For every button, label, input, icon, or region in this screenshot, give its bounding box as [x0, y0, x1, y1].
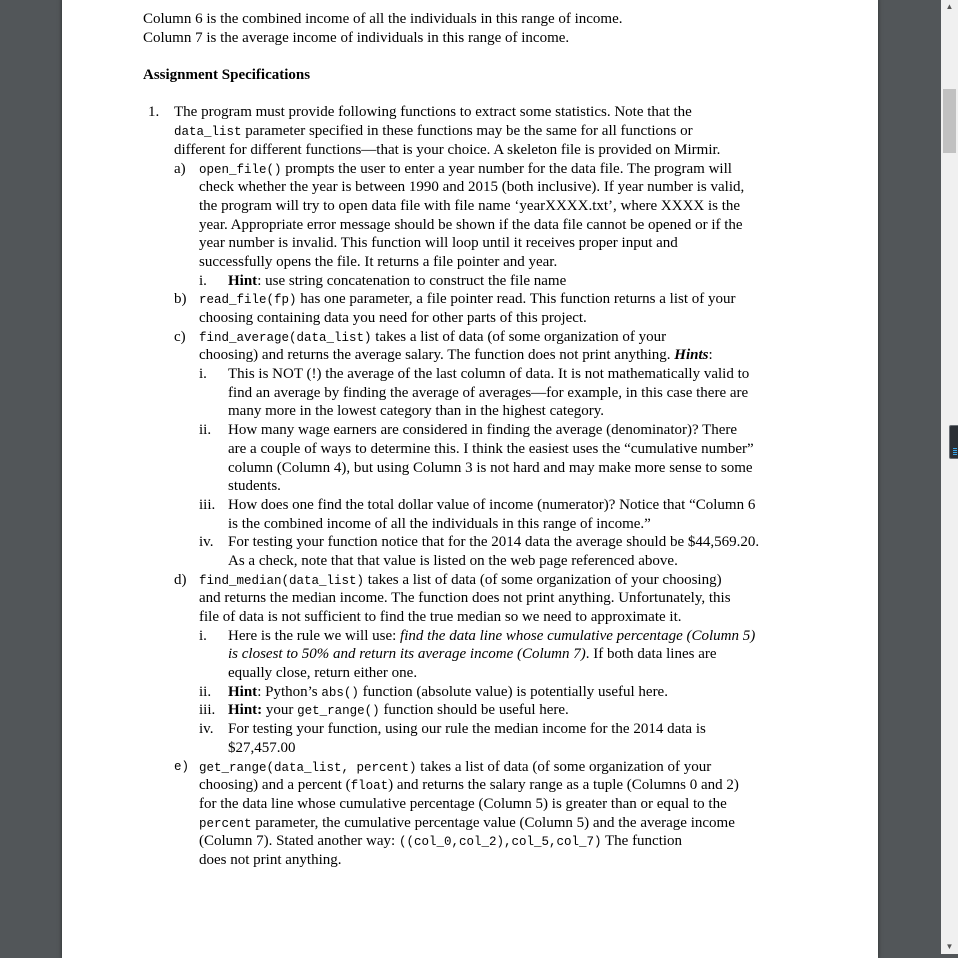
text: $27,457.00 [228, 739, 296, 756]
text: The function [601, 833, 683, 850]
text: check whether the year is between 1990 and 2015 (both inclusive). If year number is valid, [199, 179, 745, 196]
text: As a check, note that that value is listed on the web page referenced above. [228, 552, 678, 569]
text-line [143, 421, 863, 440]
text-line [143, 103, 863, 122]
text-line [143, 328, 863, 347]
text-line [143, 141, 863, 160]
text: parameter, the cumulative percentage value (Column 5) and the average income [251, 814, 735, 831]
code-text: find_average(data_list) [199, 330, 372, 345]
text-line [143, 272, 863, 291]
text: (Column 7). Stated another way: [199, 833, 399, 850]
text-line [143, 216, 863, 235]
text-line [143, 571, 863, 590]
text-line [143, 851, 863, 870]
text: takes a list of data (of some organization of your [371, 328, 667, 345]
code-text: find_median(data_list) [199, 573, 365, 588]
code-text: ((col_0,col_2),col_5,col_7) [398, 835, 602, 850]
text-line [143, 10, 863, 29]
text: The program must provide following functions to extract some statistics. Note that the [174, 104, 692, 121]
text-line [143, 402, 863, 421]
text: find an average by finding the average of averages—for example, in this case there are [228, 384, 749, 401]
list-marker: 1. [148, 104, 160, 121]
text: parameter specified in these functions may be the same for all functions or [241, 123, 693, 140]
text-line [143, 683, 863, 702]
text: prompts the user to enter a year number for the data file. The program will [281, 160, 732, 177]
text: Here is the rule we will use: [228, 627, 401, 644]
text-line [143, 664, 863, 683]
text: takes a list of data (of some organization of your [416, 758, 712, 775]
text-line [143, 477, 863, 496]
text: and returns the median income. The function does not print anything. Unfortunately, this [199, 590, 731, 607]
text-line [143, 795, 863, 814]
bold-text: Hint [228, 683, 258, 700]
text-line [143, 515, 863, 534]
text: ) and returns the salary range as a tuple (Columns 0 and 2) [388, 777, 739, 794]
section-heading [143, 66, 863, 85]
list-marker: e) [174, 759, 190, 774]
blank-line [143, 47, 863, 66]
text-line [143, 459, 863, 478]
text: has one parameter, a file pointer read. This function returns a list of your [296, 291, 736, 308]
code-text: abs() [321, 685, 359, 700]
list-marker: i. [199, 272, 207, 289]
text: How many wage earners are considered in finding the average (denominator)? There [228, 422, 738, 439]
text-line [143, 627, 863, 646]
text: Column 7 is the average income of individuals in this range of income. [143, 29, 570, 46]
text: This is NOT (!) the average of the last column of data. It is not mathematically valid to [228, 366, 750, 383]
text-line [143, 197, 863, 216]
bold-text: Hint [228, 272, 258, 289]
text-line [143, 739, 863, 758]
text: students. [228, 478, 281, 495]
vertical-scrollbar[interactable] [941, 0, 958, 954]
text: Column 6 is the combined income of all the individuals in this range of income. [143, 11, 623, 27]
text-line [143, 533, 863, 552]
text: different for different functions—that is your choice. A skeleton file is provided on Mirmir. [174, 141, 721, 158]
text-line [143, 814, 863, 833]
text: your [262, 702, 298, 719]
text-line [143, 122, 863, 141]
text: choosing) and a percent ( [199, 777, 351, 794]
text: year. Appropriate error message should be shown if the data file cannot be opened or if the [199, 216, 743, 233]
text-line [143, 552, 863, 571]
text: file of data is not sufficient to find the true median so we need to approximate it. [199, 609, 682, 625]
text: function should be useful here. [379, 702, 569, 719]
code-text: get_range(data_list, percent) [199, 760, 417, 775]
document-content [143, 10, 863, 870]
text-line [143, 29, 863, 48]
scroll-down-arrow-icon[interactable]: ▼ [945, 942, 954, 951]
text-line [143, 645, 863, 664]
text-line [143, 496, 863, 515]
list-marker: iv. [199, 721, 214, 738]
list-marker: b) [174, 291, 187, 308]
list-marker: ii. [199, 683, 212, 700]
text-line [143, 440, 863, 459]
text-line [143, 234, 863, 253]
code-text: read_file(fp) [199, 293, 297, 308]
list-marker: d) [174, 571, 187, 588]
code-text: float [350, 779, 389, 794]
text: : use string concatenation to construct the file name [257, 272, 567, 289]
text-line [143, 309, 863, 328]
text-line [143, 608, 863, 627]
pdf-page [62, 0, 878, 958]
text-line [143, 253, 863, 272]
list-marker: iii. [199, 496, 216, 513]
italic-text: is closest to 50% and return its average income (Column 7) [228, 646, 586, 663]
text-line [143, 758, 863, 777]
list-marker: iv. [199, 534, 214, 551]
text-line [143, 290, 863, 309]
code-text: open_file() [199, 162, 282, 177]
code-text: percent [199, 816, 252, 831]
text-line [143, 346, 863, 365]
side-panel-handle-icon[interactable] [949, 425, 958, 459]
text: does not print anything. [199, 851, 342, 868]
text: choosing containing data you need for other parts of this project. [199, 310, 587, 326]
text: For testing your function notice that for the 2014 data the average should be $44,569.20. [228, 534, 760, 551]
bold-italic-text: Hints [674, 347, 709, 364]
text-line [143, 832, 863, 851]
list-marker: iii. [199, 702, 216, 719]
text-line [143, 178, 863, 197]
text: equally close, return either one. [228, 665, 418, 682]
text: choosing) and returns the average salary. The function does not print anything. [199, 347, 675, 364]
text: For testing your function, using our rule the median income for the 2014 data is [228, 721, 706, 738]
text: column (Column 4), but using Column 3 is not hard and may make more sense to some [228, 459, 753, 476]
text: for the data line whose cumulative percentage (Column 5) is greater than or equal to the [199, 795, 727, 812]
bold-text: Assignment Specifications [143, 67, 311, 84]
text: year number is invalid. This function will loop until it receives proper input and [199, 235, 678, 252]
text-line [143, 720, 863, 739]
blank-line [143, 85, 863, 104]
text: How does one find the total dollar value of income (numerator)? Notice that “Column 6 [228, 496, 756, 513]
list-marker: ii. [199, 422, 212, 439]
text: takes a list of data (of some organization of your choosing) [364, 571, 722, 588]
text: many more in the lowest category than in the highest category. [228, 403, 604, 420]
text-line [143, 701, 863, 720]
italic-text: find the data line whose cumulative percentage (Column 5) [400, 627, 756, 644]
text: function (absolute value) is potentially useful here. [358, 683, 668, 700]
text: . If both data lines are [585, 646, 717, 663]
text-line [143, 384, 863, 403]
list-marker: c) [174, 328, 186, 345]
list-marker: a) [174, 160, 186, 177]
text: : [708, 347, 713, 364]
code-text: data_list [174, 125, 242, 140]
text: successfully opens the file. It returns a file pointer and year. [199, 253, 558, 270]
text-line [143, 589, 863, 608]
text-line [143, 776, 863, 795]
text-line [143, 160, 863, 179]
scroll-up-arrow-icon[interactable]: ▲ [945, 2, 954, 11]
text: is the combined income of all the individuals in this range of income.” [228, 515, 651, 532]
bold-text: Hint: [228, 702, 263, 719]
text: are a couple of ways to determine this. I think the easiest uses the “cumulative number” [228, 440, 754, 457]
list-marker: i. [199, 627, 207, 644]
scrollbar-thumb[interactable] [943, 89, 956, 153]
text-line [143, 365, 863, 384]
text: the program will try to open data file with file name ‘yearXXXX.txt’, where XXXX is the [199, 197, 741, 214]
text: : Python’s [257, 683, 322, 700]
code-text: get_range() [297, 704, 380, 719]
list-marker: i. [199, 366, 207, 383]
